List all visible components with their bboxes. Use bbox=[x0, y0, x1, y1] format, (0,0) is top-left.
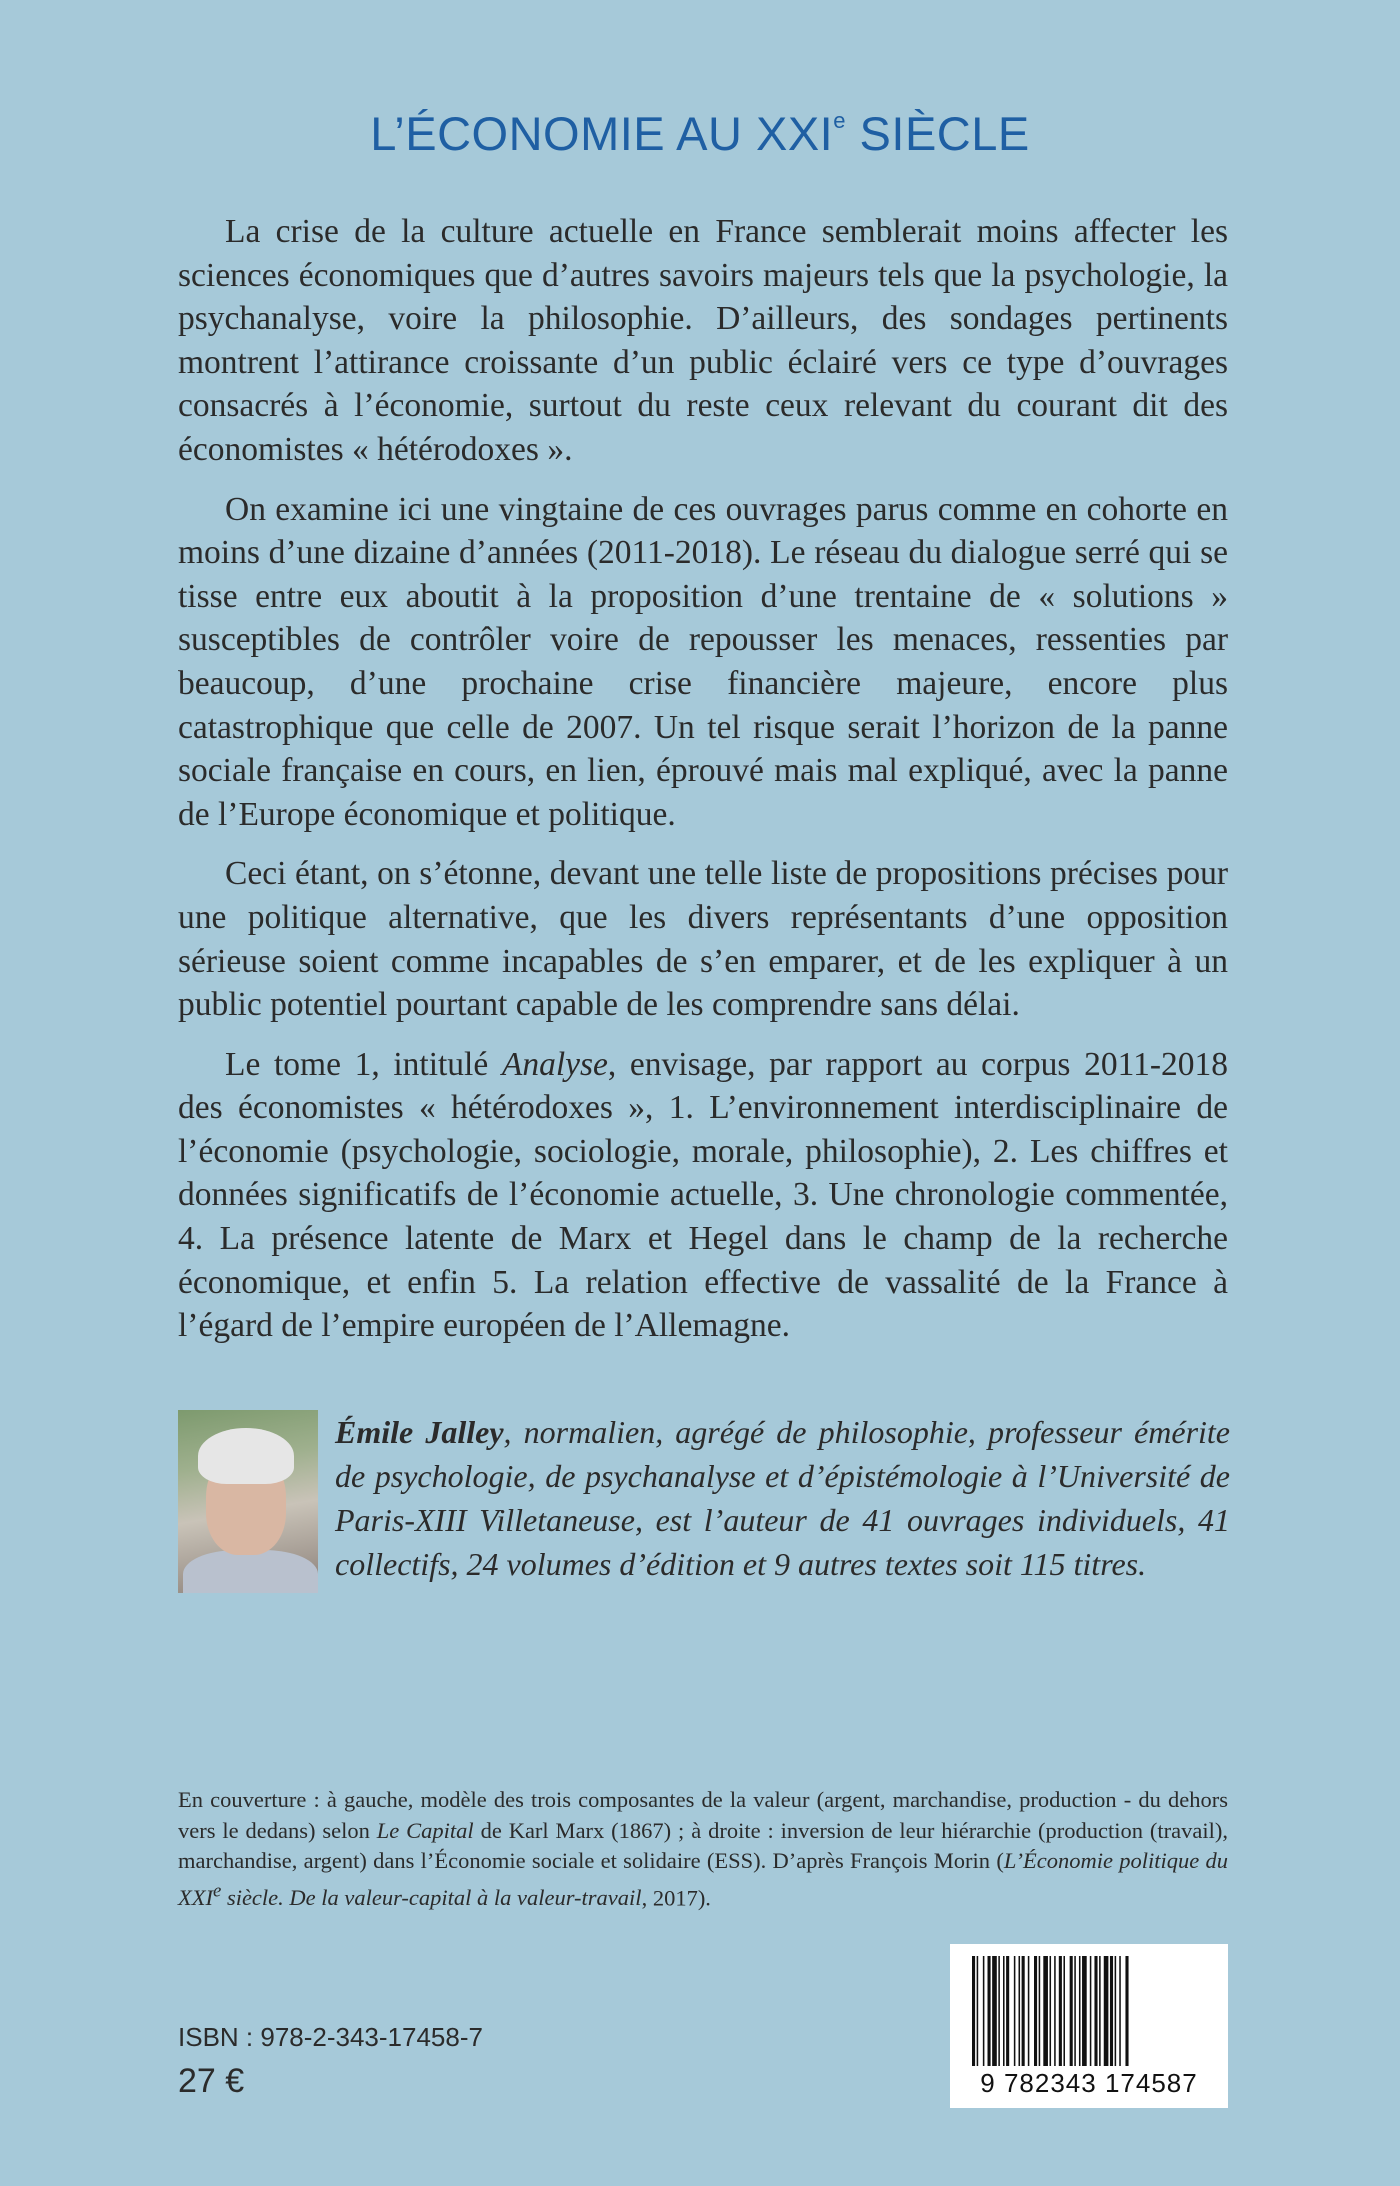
title-end: SIÈCLE bbox=[845, 107, 1030, 160]
author-bio bbox=[335, 1410, 1230, 1586]
barcode-bar bbox=[983, 1956, 985, 2066]
paragraph-4-start: Le tome 1, intitulé bbox=[225, 1045, 502, 1083]
paragraph-2: On examine ici une vingtaine de ces ouvrages parus comme en cohorte en moins d’une dizaine d’années (2011-2018). Le réseau du dialogue serré qui se tisse entre eux aboutit à la proposition d’une trentaine de « solutions » susceptibles de contrôler voire de repousser les menaces, ressenties par beaucoup, d’une prochaine crise financière majeure, encore plus catastrophique que celle de 2007. Un tel risque serait l’horizon de la panne sociale française en cours, en lien, éprouvé mais mal expliqué, avec la panne de l’Europe économique et politique. bbox=[178, 490, 1228, 833]
barcode-bar bbox=[1119, 1956, 1121, 2066]
barcode-bar bbox=[1125, 1956, 1128, 2066]
price: 27 € bbox=[178, 2062, 245, 2100]
barcode-bar bbox=[1110, 1956, 1113, 2066]
barcode-bar bbox=[1034, 1956, 1037, 2066]
credits-book-end: siècle. De la valeur-capital à la valeur-travail bbox=[221, 1885, 642, 1910]
paragraph-1: La crise de la culture actuelle en France semblerait moins affecter les sciences économiques que d’autres savoirs majeurs tels que la psychologie, la psychanalyse, voire la philosophie. D’ailleurs, des sondages pertinents montrent l’attirance croissante d’un public éclairé vers ce type d’ouvrages consacrés à l’économie, surtout du reste ceux relevant du courant dit des économistes « hétérodoxes ». bbox=[178, 213, 1228, 468]
author-bio-text: , normalien, agrégé de philosophie, professeur émérite de psychologie, de psychanalyse et d’épistémologie à l’Université de Paris-XIII Villetaneuse, est l’auteur de 41 ouvrages individuels, 41 collectifs, 24 volumes d’édition et 9 autres textes soit 115 titres. bbox=[335, 1414, 1231, 1582]
credits-part-3: , 2017). bbox=[641, 1885, 711, 1910]
barcode-bar bbox=[1090, 1956, 1092, 2066]
summary-text bbox=[178, 210, 1228, 1364]
volume-title: Analyse bbox=[501, 1045, 608, 1083]
barcode bbox=[950, 1944, 1228, 2108]
barcode-bar bbox=[1070, 1956, 1073, 2066]
barcode-bar bbox=[1003, 1956, 1005, 2066]
barcode-bar bbox=[1074, 1956, 1076, 2066]
barcode-bar bbox=[1043, 1956, 1048, 2066]
barcode-bar bbox=[1054, 1956, 1056, 2066]
cover-credits bbox=[178, 1785, 1228, 1914]
barcode-digits: 9 782343 174587 bbox=[980, 2068, 1198, 2098]
barcode-bar bbox=[1014, 1956, 1016, 2066]
barcode-bar bbox=[977, 1956, 979, 2066]
barcode-bar bbox=[1059, 1956, 1062, 2066]
barcode-bar bbox=[1019, 1956, 1021, 2066]
credits-book-sup: e bbox=[212, 1880, 222, 1902]
barcode-bar bbox=[998, 1956, 1000, 2066]
photo-hair bbox=[198, 1428, 294, 1484]
paragraph-3: Ceci étant, on s’étonne, devant une telle liste de propositions précises pour une politique alternative, que les divers représentants d’une opposition sérieuse soient comme incapables de s’en emparer, et de les expliquer à un public potentiel pourtant capable de les comprendre sans délai. bbox=[178, 855, 1228, 1024]
barcode-bar bbox=[988, 1956, 991, 2066]
barcode-bar bbox=[1022, 1956, 1025, 2066]
barcode-bar bbox=[1082, 1956, 1087, 2066]
isbn: ISBN : 978-2-343-17458-7 bbox=[178, 2022, 483, 2052]
author-name: Émile Jalley bbox=[335, 1414, 504, 1450]
barcode-bar bbox=[992, 1956, 997, 2066]
author-photo bbox=[178, 1410, 318, 1593]
barcode-bar bbox=[1028, 1956, 1030, 2066]
credits-part-1: En couverture : à gauche, modèle des trois composantes de la valeur (argent, marchandise, production - du dehors vers le dedans) selon bbox=[178, 1787, 1228, 1843]
barcode-bar bbox=[1104, 1956, 1109, 2066]
book-title bbox=[0, 106, 1400, 161]
photo-shirt bbox=[183, 1550, 318, 1593]
barcode-bars bbox=[972, 1956, 1206, 2066]
barcode-bar bbox=[1115, 1956, 1117, 2066]
credits-book-main: L’Économie politique du XXI bbox=[178, 1848, 1228, 1910]
barcode-bar bbox=[1079, 1956, 1081, 2066]
credits-part-2: de Karl Marx (1867) ; à droite : inversion de leur hiérarchie (production (travail), marchandise, argent) dans l’Économie sociale et solidaire (ESS). D’après François Morin ( bbox=[178, 1817, 1228, 1873]
barcode-bar bbox=[1039, 1956, 1041, 2066]
title-superscript: e bbox=[833, 108, 846, 133]
barcode-bar bbox=[1094, 1956, 1097, 2066]
barcode-bar bbox=[1006, 1956, 1009, 2066]
barcode-bar bbox=[1099, 1956, 1101, 2066]
paragraph-4-end: , envisage, par rapport au corpus 2011-2018 des économistes « hétérodoxes », 1. L’environnement interdisciplinaire de l’économie (psychologie, sociologie, morale, philosophie), 2. Les chiffres et données significatifs de l’économie actuelle, 3. Une chronologie commentée, 4. La présence latente de Marx et Hegel dans le champ de la recherche économique, et enfin 5. La relation effective de vassalité de la France à l’égard de l’empire européen de l’Allemagne. bbox=[178, 1045, 1228, 1345]
paragraph-4 bbox=[178, 1043, 1228, 1348]
barcode-bar bbox=[1063, 1956, 1065, 2066]
credits-capital-title: Le Capital bbox=[376, 1817, 474, 1843]
title-main: L’ÉCONOMIE AU XXI bbox=[370, 107, 834, 160]
barcode-bar bbox=[1050, 1956, 1052, 2066]
barcode-bar bbox=[972, 1956, 975, 2066]
